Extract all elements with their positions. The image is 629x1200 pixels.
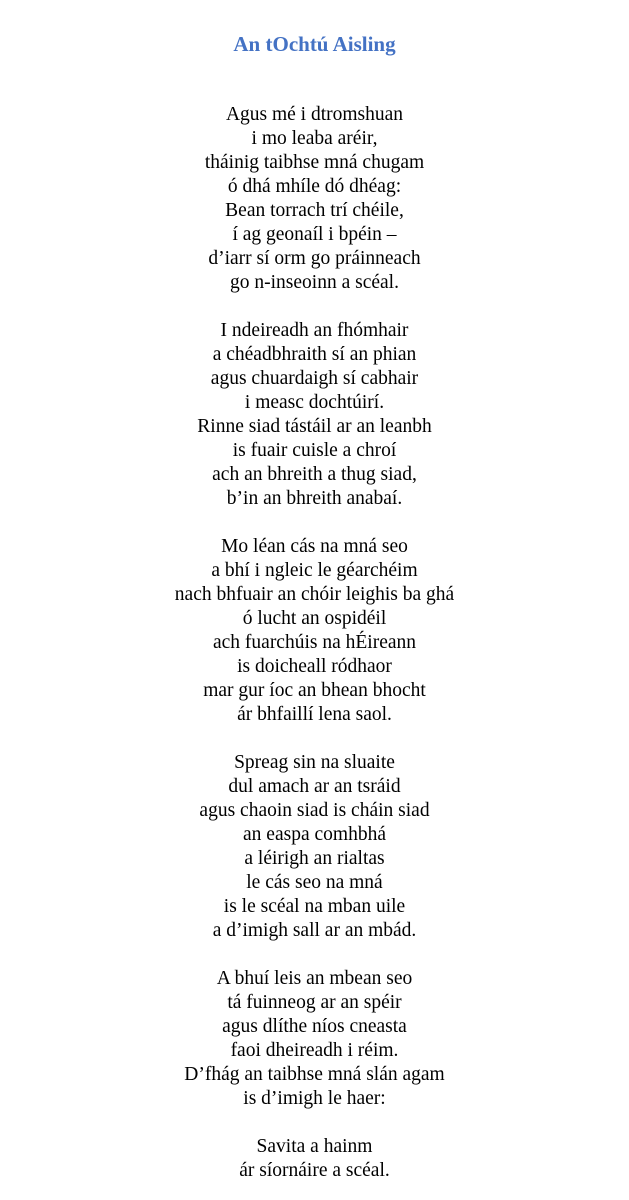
poem-line: mar gur íoc an bhean bhocht [203, 680, 426, 701]
poem-line: is doicheall ródhaor [237, 656, 392, 677]
poem-line: Savita a hainm [256, 1136, 373, 1157]
poem-body [0, 103, 629, 1183]
poem-line: agus chuardaigh sí cabhair [210, 368, 419, 389]
poem-line: í ag geonaíl i bpéin – [232, 224, 397, 245]
poem-line: ach fuarchúis na hÉireann [212, 632, 417, 653]
poem-line: ó lucht an ospidéil [242, 608, 387, 629]
poem-line: Agus mé i dtromshuan [225, 104, 404, 125]
poem-line: Mo léan cás na mná seo [221, 536, 408, 557]
poem-line: ár síornáire a scéal. [239, 1160, 390, 1181]
poem-line: I ndeireadh an fhómhair [220, 320, 409, 341]
poem-line: faoi dheireadh i réim. [230, 1040, 399, 1061]
poem-line: a léirigh an rialtas [244, 848, 385, 869]
poem-line: D’fhág an taibhse mná slán agam [184, 1064, 445, 1085]
poem-line: a d’imigh sall ar an mbád. [212, 920, 417, 941]
poem-line: ó dhá mhíle dó dhéag: [227, 176, 402, 197]
poem-line: d’iarr sí orm go práinneach [208, 248, 421, 269]
poem-title: An tOchtú Aisling [233, 32, 396, 56]
poem-line: Spreag sin na sluaite [234, 752, 395, 773]
stanza-1 [0, 103, 629, 295]
poem-line: i measc dochtúirí. [244, 392, 385, 413]
poem-line: an easpa comhbhá [243, 824, 386, 845]
poem-line: is le scéal na mban uile [223, 896, 406, 917]
poem-line: Rinne siad tástáil ar an leanbh [197, 416, 432, 437]
poem-line: agus chaoin siad is cháin siad [199, 800, 430, 821]
poem-line: is d’imigh le haer: [243, 1088, 386, 1109]
poem-line: agus dlíthe níos cneasta [222, 1016, 407, 1037]
poem-line: a bhí i ngleic le géarchéim [211, 560, 418, 581]
poem-line: tháinig taibhse mná chugam [204, 152, 425, 173]
poem-line: le cás seo na mná [246, 872, 383, 893]
stanza-4 [0, 751, 629, 943]
poem-line: go n-inseoinn a scéal. [230, 272, 399, 293]
stanza-5 [0, 967, 629, 1111]
poem-line: nach bhfuair an chóir leighis ba ghá [174, 584, 455, 605]
poem-line: ár bhfaillí lena saol. [237, 704, 392, 725]
poem-line: ach an bhreith a thug siad, [212, 464, 417, 485]
stanza-2 [0, 319, 629, 511]
stanza-3 [0, 535, 629, 727]
poem-line: i mo leaba aréir, [251, 128, 378, 149]
poem-line: Bean torrach trí chéile, [225, 200, 404, 221]
stanza-6 [0, 1135, 629, 1183]
poem-line: A bhuí leis an mbean seo [216, 968, 413, 989]
poem-line: is fuair cuisle a chroí [232, 440, 397, 461]
poem-line: a chéadbhraith sí an phian [212, 344, 417, 365]
poem-line: b’in an bhreith anabaí. [226, 488, 403, 509]
poem-line: dul amach ar an tsráid [228, 776, 401, 797]
poem-line: tá fuinneog ar an spéir [227, 992, 402, 1013]
